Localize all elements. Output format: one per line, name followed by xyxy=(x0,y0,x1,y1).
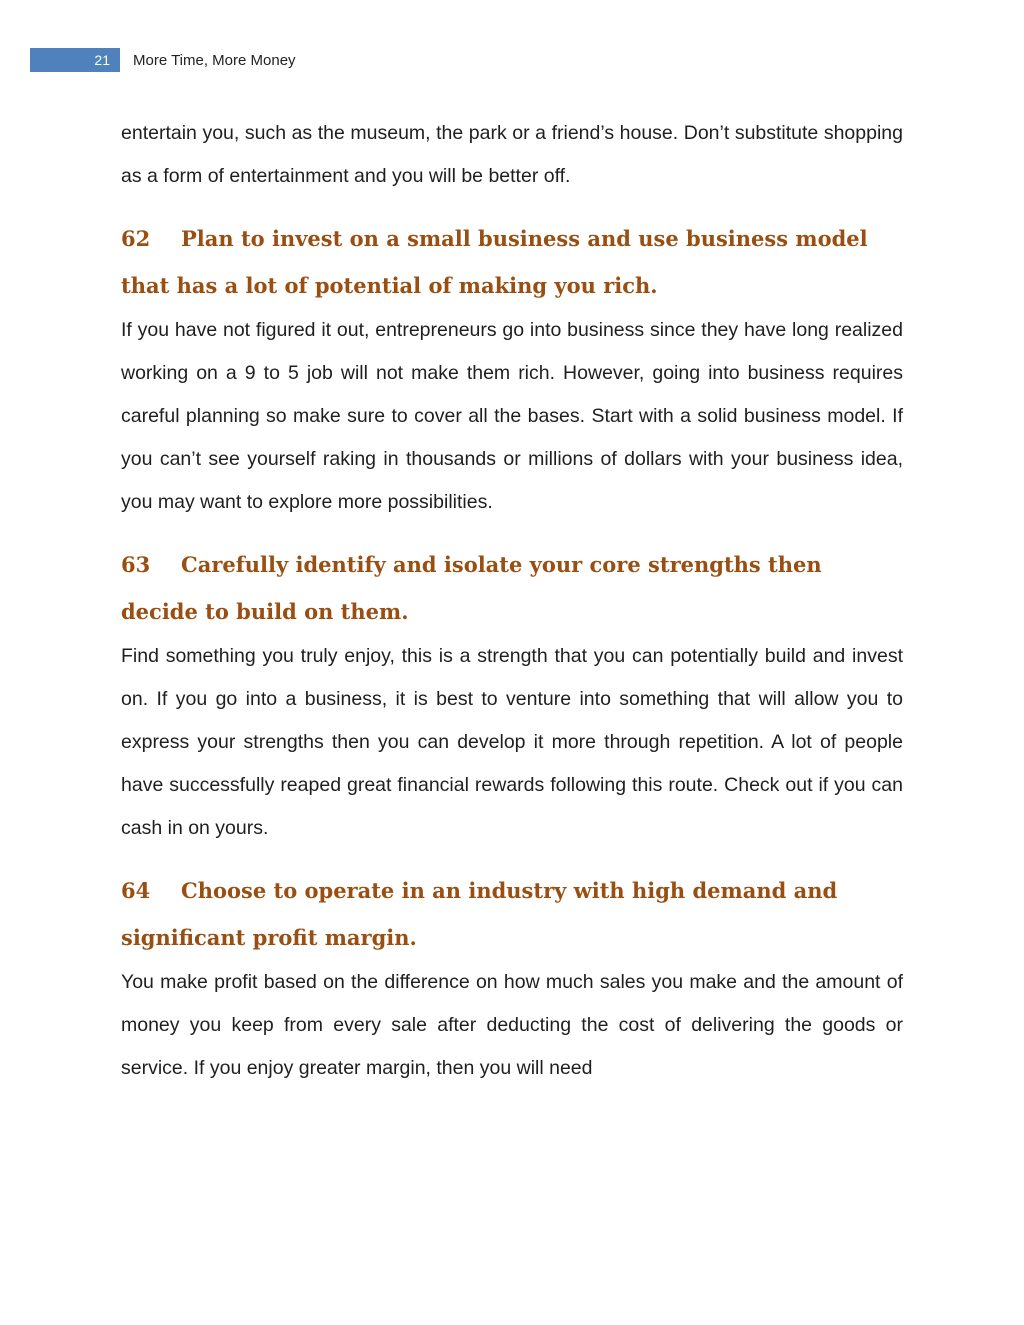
page-header xyxy=(30,48,296,72)
section-body-62: If you have not figured it out, entrepreneurs go into business since they have long realized working on a 9 to 5 job will not make them rich. However, going into business requires careful planning so make sure to cover all the bases. Start with a solid business model. If you can’t see yourself raking in thousands or millions of dollars with your business idea, you may want to explore more possibilities. xyxy=(121,319,903,513)
section-body-64: You make profit based on the difference on how much sales you make and the amount of money you keep from every sale after deducting the cost of delivering the goods or service. If you enjoy greater margin, then you will need xyxy=(121,971,903,1079)
section-heading-63 xyxy=(121,541,903,635)
section-heading-64 xyxy=(121,867,903,961)
page-content xyxy=(121,112,903,1090)
intro-paragraph: entertain you, such as the museum, the park or a friend’s house. Don’t substitute shopping as a form of entertainment and you will be better off. xyxy=(121,122,903,187)
section-title: Plan to invest on a small business and use business model that has a lot of potential of making you rich. xyxy=(121,226,868,298)
page-number: 21 xyxy=(30,48,120,72)
section-number: 62 xyxy=(121,226,151,251)
running-header-title: More Time, More Money xyxy=(133,51,296,69)
section-title: Choose to operate in an industry with high demand and significant profit margin. xyxy=(121,878,838,950)
section-body-63: Find something you truly enjoy, this is a strength that you can potentially build and invest on. If you go into a business, it is best to venture into something that will allow you to express your strengths then you can develop it more through repetition. A lot of people have successfully reaped great financial rewards following this route. Check out if you can cash in on yours. xyxy=(121,645,903,839)
section-number: 64 xyxy=(121,878,151,903)
section-heading-62 xyxy=(121,215,903,309)
section-number: 63 xyxy=(121,552,151,577)
section-title: Carefully identify and isolate your core strengths then decide to build on them. xyxy=(121,552,822,624)
